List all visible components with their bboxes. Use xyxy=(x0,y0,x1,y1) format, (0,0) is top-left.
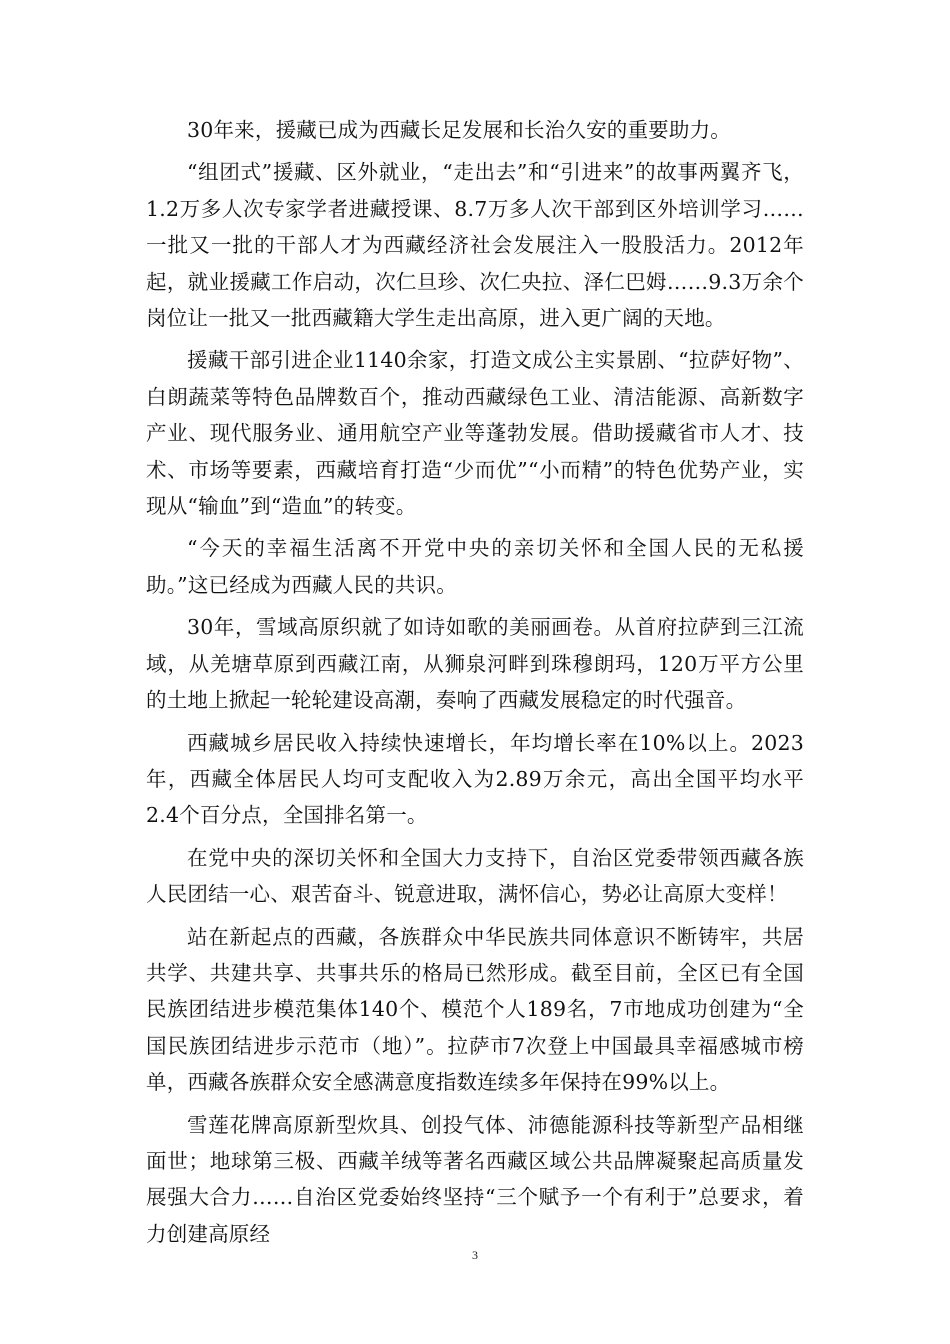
paragraph-8: 站在新起点的西藏，各族群众中华民族共同体意识不断铸牢，共居共学、共建共享、共事共乐的格局已然形成。截至目前，全区已有全国民族团结进步模范集体140个、模范个人189名，7市地成功创建为“全国民族团结进步示范市（地）”。拉萨市7次登上中国最具幸福感城市榜单，西藏各族群众安全感满意度指数连续多年保持在99%以上。 xyxy=(146,924,804,1095)
page-number: 3 xyxy=(472,1248,478,1262)
paragraph-2: “组团式”援藏、区外就业，“走出去”和“引进来”的故事两翼齐飞，1.2万多人次专家学者进藏授课、8.7万多人次干部到区外培训学习……一批又一批的干部人才为西藏经济社会发展注入一股股活力。2012年起，就业援藏工作启动，次仁旦珍、次仁央拉、泽仁巴姆……9.3万余个岗位让一批又一批西藏籍大学生走出高原，进入更广阔的天地。 xyxy=(146,160,804,331)
document-body xyxy=(146,112,804,1258)
paragraph-5: 30年，雪域高原织就了如诗如歌的美丽画卷。从首府拉萨到三江流域，从羌塘草原到西藏江南，从狮泉河畔到珠穆朗玛，120万平方公里的土地上掀起一轮轮建设高潮，奏响了西藏发展稳定的时代强音。 xyxy=(146,615,804,713)
paragraph-9: 雪莲花牌高原新型炊具、创投气体、沛德能源科技等新型产品相继面世；地球第三极、西藏羊绒等著名西藏区域公共品牌凝聚起高质量发展强大合力……自治区党委始终坚持“三个赋予一个有利于”总要求，着力创建高原经 xyxy=(146,1112,804,1246)
paragraph-1: 30年来，援藏已成为西藏长足发展和长治久安的重要助力。 xyxy=(187,118,731,142)
paragraph-3: 援藏干部引进企业1140余家，打造文成公主实景剧、“拉萨好物”、白朗蔬菜等特色品牌数百个，推动西藏绿色工业、清洁能源、高新数字产业、现代服务业、通用航空产业等蓬勃发展。借助援藏省市人才、技术、市场等要素，西藏培育打造“少而优”“小而精”的特色优势产业，实现从“输血”到“造血”的转变。 xyxy=(146,348,804,519)
paragraph-6: 西藏城乡居民收入持续快速增长，年均增长率在10%以上。2023年，西藏全体居民人均可支配收入为2.89万余元，高出全国平均水平2.4个百分点，全国排名第一。 xyxy=(146,730,804,828)
paragraph-7: 在党中央的深切关怀和全国大力支持下，自治区党委带领西藏各族人民团结一心、艰苦奋斗、锐意进取，满怀信心，势必让高原大变样！ xyxy=(146,845,804,907)
paragraph-4: “今天的幸福生活离不开党中央的亲切关怀和全国人民的无私援助。”这已经成为西藏人民的共识。 xyxy=(146,536,804,597)
